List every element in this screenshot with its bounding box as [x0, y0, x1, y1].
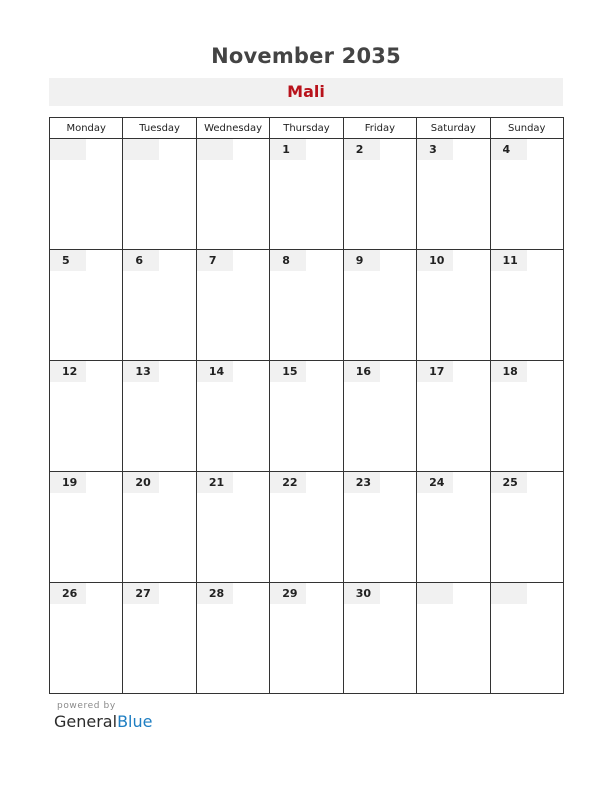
day-cell [50, 583, 123, 694]
calendar-grid [49, 117, 564, 694]
day-cell [417, 472, 490, 583]
day-cell [417, 250, 490, 361]
weekday-header-saturday: Saturday [417, 118, 490, 139]
logo-general-text: General [54, 712, 118, 731]
day-cell [50, 139, 123, 250]
day-cell [196, 139, 269, 250]
day-cell [343, 361, 416, 472]
day-number [50, 139, 86, 160]
day-cell [343, 583, 416, 694]
day-number: 9 [344, 250, 380, 271]
day-cell [417, 583, 490, 694]
day-cell [417, 139, 490, 250]
day-number: 11 [491, 250, 527, 271]
day-cell [270, 583, 343, 694]
day-number: 1 [270, 139, 306, 160]
day-number: 26 [50, 583, 86, 604]
day-cell [123, 583, 196, 694]
week-row [50, 250, 564, 361]
day-cell [123, 250, 196, 361]
day-number: 6 [123, 250, 159, 271]
day-number: 8 [270, 250, 306, 271]
day-cell [50, 472, 123, 583]
day-number: 13 [123, 361, 159, 382]
day-number: 28 [197, 583, 233, 604]
day-number: 25 [491, 472, 527, 493]
day-cell [270, 250, 343, 361]
day-number: 10 [417, 250, 453, 271]
day-number: 18 [491, 361, 527, 382]
day-number: 5 [50, 250, 86, 271]
day-cell [123, 472, 196, 583]
day-number: 21 [197, 472, 233, 493]
logo-blue-text: Blue [117, 712, 153, 731]
day-number: 29 [270, 583, 306, 604]
week-row [50, 583, 564, 694]
powered-by-label: powered by [57, 701, 116, 711]
day-number: 3 [417, 139, 453, 160]
weekday-header-monday: Monday [50, 118, 123, 139]
day-cell [50, 250, 123, 361]
day-number: 4 [491, 139, 527, 160]
country-name: Mali [287, 82, 325, 101]
day-cell [50, 361, 123, 472]
day-cell [196, 250, 269, 361]
day-cell [123, 139, 196, 250]
day-number: 15 [270, 361, 306, 382]
day-number [417, 583, 453, 604]
day-number: 20 [123, 472, 159, 493]
day-number: 27 [123, 583, 159, 604]
weekday-header-thursday: Thursday [270, 118, 343, 139]
week-row [50, 361, 564, 472]
day-number: 19 [50, 472, 86, 493]
day-number: 23 [344, 472, 380, 493]
weekday-header-wednesday: Wednesday [196, 118, 269, 139]
day-number [123, 139, 159, 160]
weekday-header-row [50, 118, 564, 139]
day-number: 12 [50, 361, 86, 382]
day-number [197, 139, 233, 160]
weekday-header-sunday: Sunday [490, 118, 563, 139]
day-cell [196, 361, 269, 472]
day-number: 7 [197, 250, 233, 271]
day-number: 22 [270, 472, 306, 493]
day-cell [123, 361, 196, 472]
page-title: November 2035 [211, 44, 401, 68]
week-row [50, 472, 564, 583]
day-number: 2 [344, 139, 380, 160]
weekday-header-friday: Friday [343, 118, 416, 139]
week-row [50, 139, 564, 250]
day-number [491, 583, 527, 604]
day-cell [196, 472, 269, 583]
day-number: 24 [417, 472, 453, 493]
day-cell [343, 472, 416, 583]
country-banner [49, 78, 563, 106]
day-number: 17 [417, 361, 453, 382]
day-cell [196, 583, 269, 694]
day-cell [490, 583, 563, 694]
day-cell [270, 361, 343, 472]
day-number: 16 [344, 361, 380, 382]
day-cell [490, 472, 563, 583]
day-number: 14 [197, 361, 233, 382]
day-cell [270, 139, 343, 250]
day-cell [343, 139, 416, 250]
weekday-header-tuesday: Tuesday [123, 118, 196, 139]
day-number: 30 [344, 583, 380, 604]
day-cell [490, 250, 563, 361]
day-cell [343, 250, 416, 361]
day-cell [417, 361, 490, 472]
generalblue-logo[interactable] [54, 712, 152, 731]
day-cell [490, 361, 563, 472]
day-cell [270, 472, 343, 583]
day-cell [490, 139, 563, 250]
